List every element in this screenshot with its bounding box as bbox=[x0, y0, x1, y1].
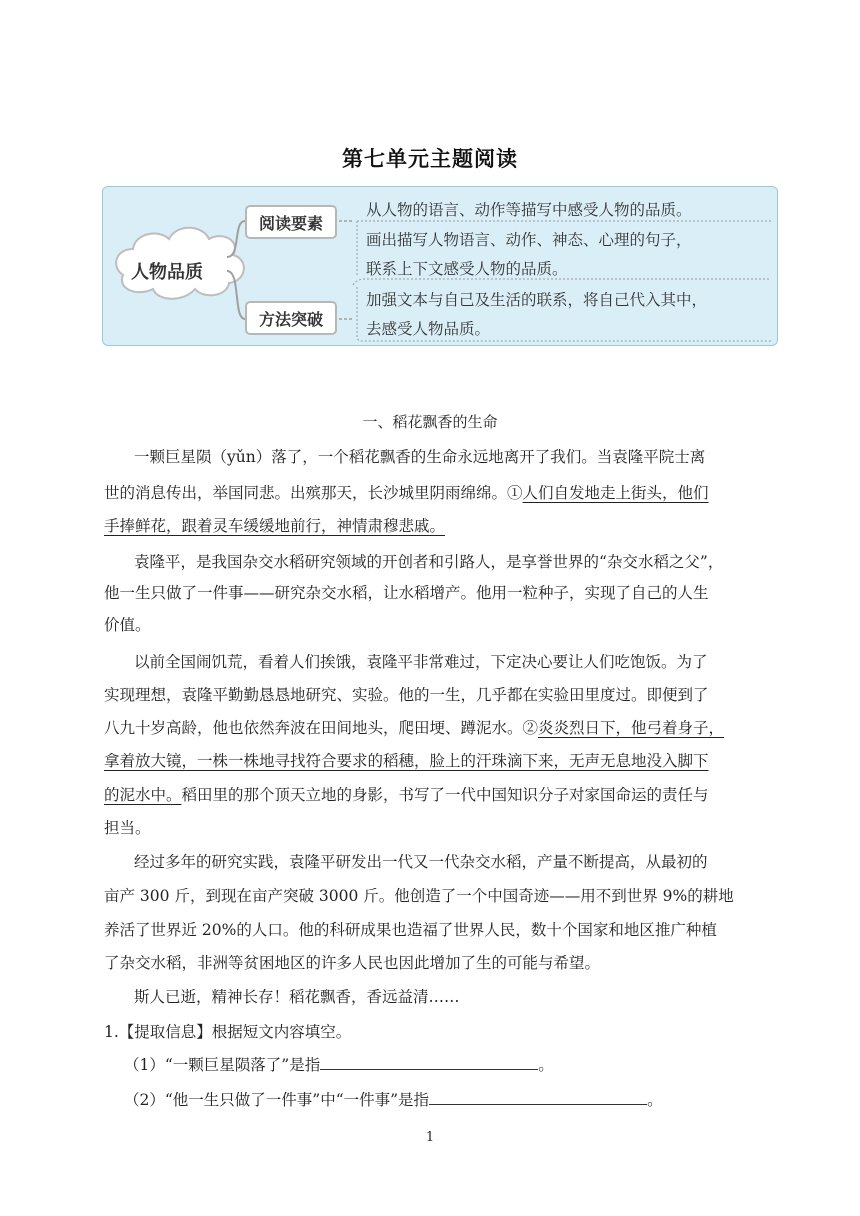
branch1-line-3: 联系上下文感受人物的品质。 bbox=[366, 260, 568, 278]
question-text: （2）“他一生只做了一件事”中“一件事”是指 bbox=[124, 1091, 430, 1109]
paragraph-2-line-1: 袁隆平，是我国杂交水稻研究领域的开创者和引路人，是享誉世界的“杂交水稻之父”， bbox=[134, 553, 724, 571]
paragraph-1-line-1: 一颗巨星陨（yǔn）落了，一个稻花飘香的生命永远地离开了我们。当袁隆平院士离 bbox=[134, 448, 706, 466]
paragraph-5-line-1: 斯人已逝，精神长存！稻花飘香，香远益清…… bbox=[134, 988, 460, 1006]
branch1-line-1: 从人物的语言、动作等描写中感受人物的品质。 bbox=[366, 201, 692, 219]
paragraph-4-line-4: 了杂交水稻，非洲等贫困地区的许多人民也因此增加了生的可能与希望。 bbox=[104, 954, 601, 972]
passage-heading: 一、稻花飘香的生命 bbox=[362, 413, 498, 431]
paragraph-3-line-6: 担当。 bbox=[104, 819, 151, 837]
branch2-line-2: 去感受人物品质。 bbox=[366, 320, 491, 338]
paragraph-3-line-2: 实现理想，袁隆平勤勤恳恳地研究、实验。他的一生，几乎都在实验田里度过。即便到了 bbox=[104, 686, 709, 704]
question-1-1 bbox=[124, 1053, 554, 1075]
question-1-2 bbox=[124, 1088, 663, 1110]
underlined-sentence-1a: 人们自发地走上街头，他们 bbox=[522, 484, 709, 502]
text-span: 稻田里的那个顶天立地的身影，书写了一代中国知识分子对家国命运的责任与 bbox=[181, 786, 709, 804]
page-title: 第七单元主题阅读 bbox=[342, 147, 518, 171]
text-span: 八九十岁高龄，他也依然奔波在田间地头，爬田埂、蹲泥水。② bbox=[104, 719, 539, 737]
underlined-sentence-2b: 拿着放大镜，一株一株地寻找符合要求的稻穗，脸上的汗珠滴下来，无声无息地没入脚下 bbox=[104, 752, 709, 770]
paragraph-3-line-5 bbox=[104, 783, 709, 805]
paragraph-4-line-2: 亩产 300 斤，到现在亩产突破 3000 斤。他创造了一个中国奇迹——用不到世界 9%的耕地 bbox=[104, 887, 734, 905]
underlined-sentence-2a: 炎炎烈日下，他弓着身子， bbox=[538, 719, 725, 737]
paragraph-4-line-3: 养活了世界近 20%的人口。他的科研成果也造福了世界人民，数十个国家和地区推广种植 bbox=[104, 921, 717, 939]
answer-blank-2[interactable] bbox=[429, 1090, 647, 1105]
paragraph-4-line-1: 经过多年的研究实践，袁隆平研发出一代又一代杂交水稻，产量不断提高，从最初的 bbox=[134, 853, 708, 871]
page-number: 1 bbox=[425, 1130, 435, 1145]
paragraph-3-line-3 bbox=[104, 716, 724, 738]
underlined-sentence-1b: 手捧鲜花，跟着灵车缓缓地前行，神情肃穆悲戚。 bbox=[104, 517, 446, 535]
question-end: 。 bbox=[647, 1091, 663, 1109]
text-span: 世的消息传出，举国同悲。出殡那天，长沙城里阴雨绵绵。① bbox=[104, 484, 523, 502]
question-text: （1）“一颗巨星陨落了”是指 bbox=[124, 1056, 321, 1074]
question-end: 。 bbox=[538, 1056, 554, 1074]
branch-label-method: 方法突破 bbox=[245, 301, 337, 335]
mindmap-center-label: 人物品质 bbox=[131, 262, 203, 283]
question-1-prompt: 1.【提取信息】根据短文内容填空。 bbox=[104, 1023, 352, 1041]
branch2-line-1: 加强文本与自己及生活的联系，将自己代入其中， bbox=[366, 291, 708, 309]
paragraph-2-line-2: 他一生只做了一件事——研究杂交水稻，让水稻增产。他用一粒种子，实现了自己的人生 bbox=[104, 584, 709, 602]
paragraph-3-line-1: 以前全国闹饥荒，看着人们挨饿，袁隆平非常难过，下定决心要让人们吃饱饭。为了 bbox=[134, 653, 708, 671]
branch-label-reading-element: 阅读要素 bbox=[245, 205, 337, 239]
underlined-sentence-2c: 的泥水中。 bbox=[104, 786, 182, 804]
paragraph-1-line-2 bbox=[104, 481, 709, 503]
answer-blank-1[interactable] bbox=[320, 1055, 538, 1070]
paragraph-2-line-3: 价值。 bbox=[104, 616, 151, 634]
branch1-line-2: 画出描写人物语言、动作、神态、心理的句子， bbox=[366, 231, 692, 249]
